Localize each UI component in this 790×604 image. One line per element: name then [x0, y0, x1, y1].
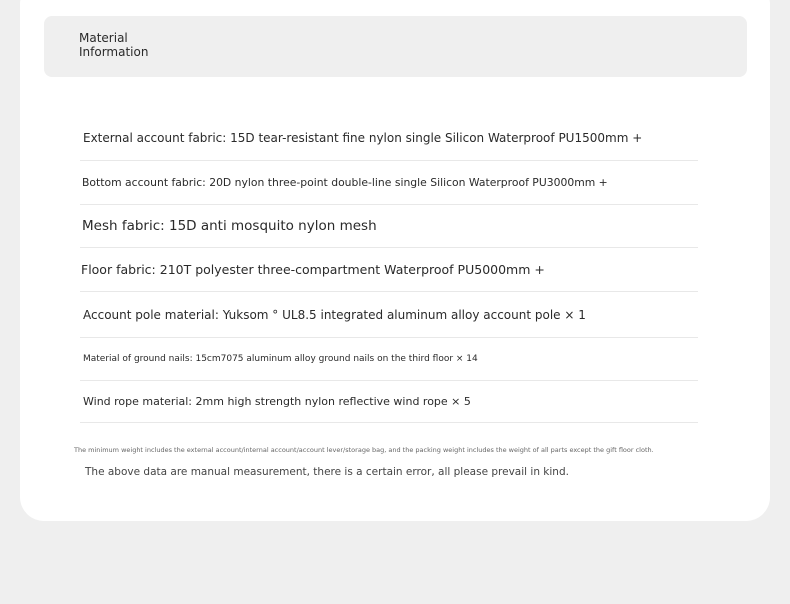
spec-text: Floor fabric: 210T polyester three-compartment Waterproof PU5000mm + — [81, 262, 545, 277]
spec-row-ground-nails — [80, 338, 698, 381]
spec-row-mesh-fabric — [80, 205, 698, 248]
section-header — [44, 16, 747, 77]
section-title-line1: Material — [79, 31, 128, 45]
spec-text: Wind rope material: 2mm high strength nylon reflective wind rope × 5 — [83, 395, 471, 408]
spec-text: Bottom account fabric: 20D nylon three-point double-line single Silicon Waterproof PU3000mm + — [82, 176, 608, 189]
spec-row-account-pole — [80, 292, 698, 338]
spec-text: Mesh fabric: 15D anti mosquito nylon mesh — [82, 218, 377, 234]
spec-row-bottom-fabric — [80, 161, 698, 205]
spec-row-wind-rope — [80, 381, 698, 423]
spec-text: Material of ground nails: 15cm7075 aluminum alloy ground nails on the third floor × 14 — [83, 354, 478, 364]
spec-text: Account pole material: Yuksom ° UL8.5 integrated aluminum alloy account pole × 1 — [83, 307, 586, 322]
section-title-line2: Information — [79, 45, 149, 59]
weight-footnote: The minimum weight includes the external account/internal account/account lever/storage bag, and the packing weight includes the weight of all parts except the gift floor cloth. — [74, 446, 654, 454]
spec-row-floor-fabric — [80, 248, 698, 292]
section-title — [79, 31, 199, 59]
spec-row-external-fabric — [80, 116, 698, 161]
measurement-footnote: The above data are manual measurement, there is a certain error, all please prevail in kind. — [85, 466, 569, 478]
spec-text: External account fabric: 15D tear-resistant fine nylon single Silicon Waterproof PU1500mm + — [83, 131, 643, 145]
